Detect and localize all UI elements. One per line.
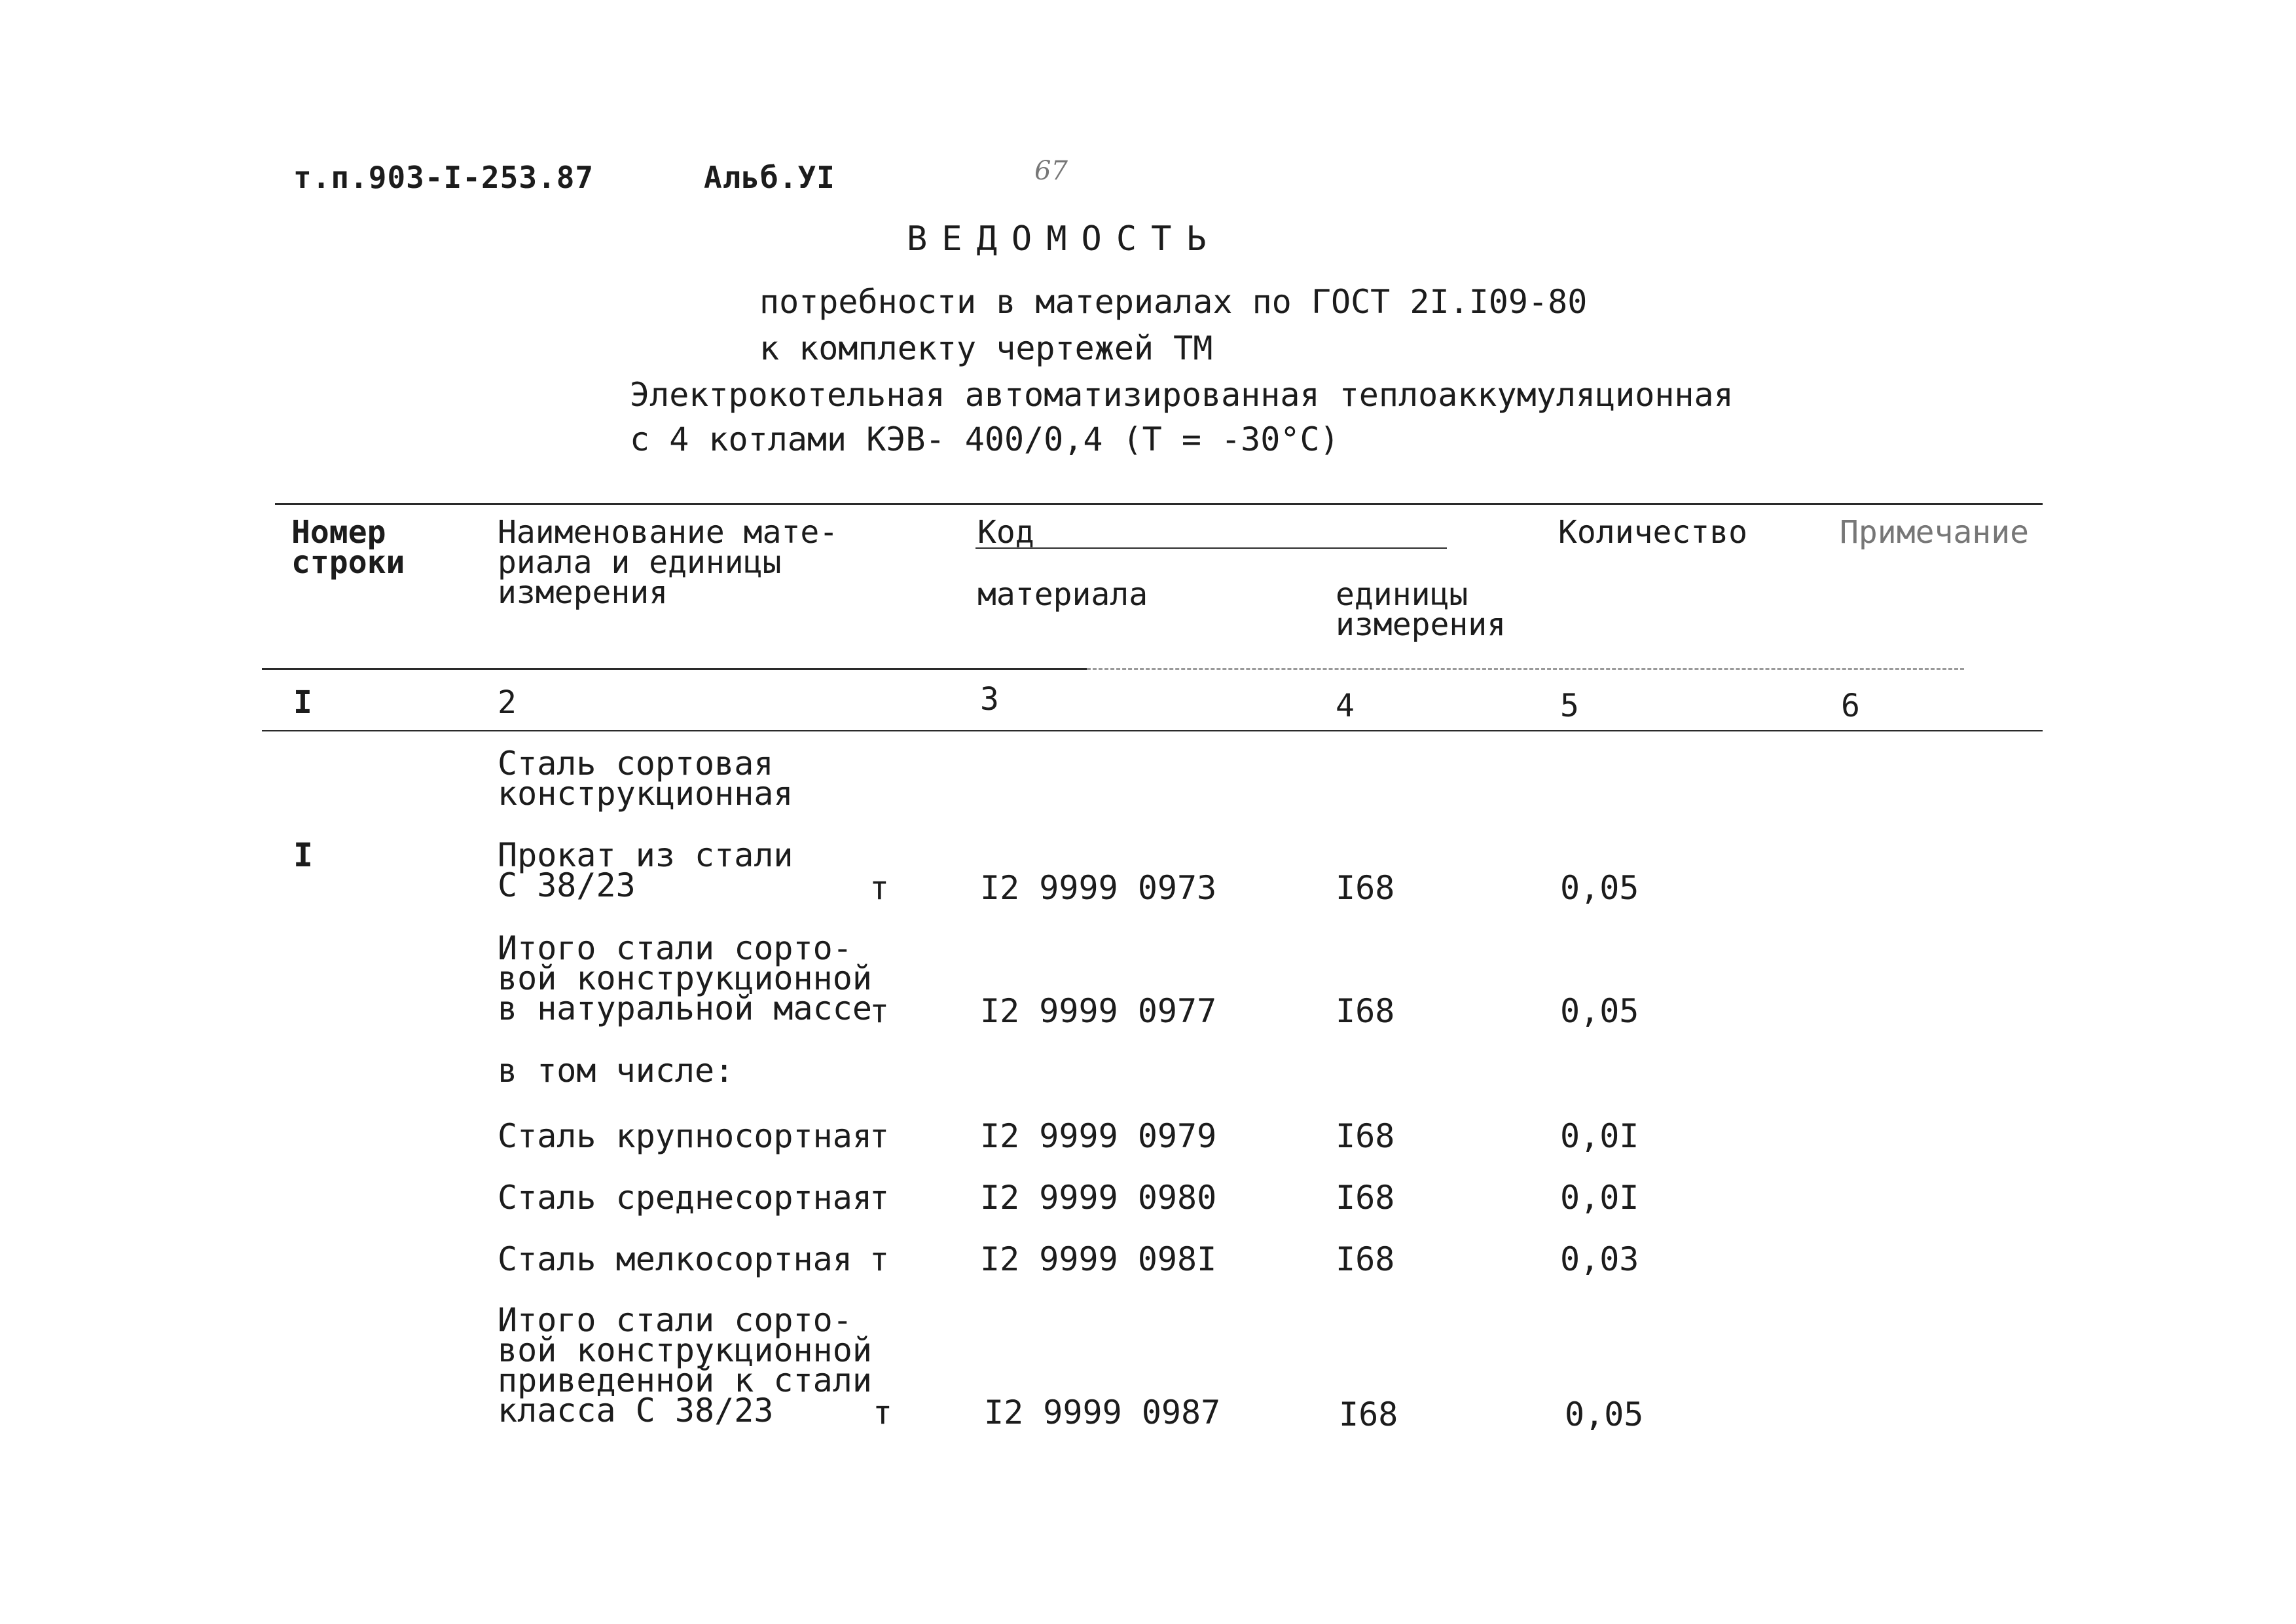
table-top-rule [275,503,2043,505]
table-row-name: Итого стали сорто- вой конструкционной в натуральной массе [498,929,872,1027]
table-row-material-code: I2 9999 0977 [980,992,1217,1030]
header-code-unit: единицы измерения [1336,576,1506,643]
column-number-1: I [293,684,312,721]
document-code: т.п.903-I-253.87 [293,160,594,195]
header-bottom-rule [262,668,1087,670]
table-row-unit: т [869,992,890,1030]
table-row-quantity: 0,05 [1560,992,1639,1030]
header-bottom-rule-faint [1087,668,1964,670]
table-row-quantity: 0,0I [1560,1179,1639,1217]
subtitle-line-3: Электрокотельная автоматизированная теплоаккумуляционная [630,376,1734,414]
document-title: ВЕДОМОСТЬ [907,219,1221,259]
header-code-underline [975,547,1447,549]
page-number: 67 [1034,156,1068,186]
subtitle-line-2: к комплекту чертежей ТМ [759,329,1213,367]
table-row-number: I [293,836,314,874]
table-row-unit-code: I68 [1336,1179,1395,1217]
table-row-material-code: I2 9999 0987 [984,1393,1221,1431]
table-row-name: Итого стали сорто- вой конструкционной приведенной к стали класса С 38/23 [498,1301,872,1430]
table-row-material-code: I2 9999 0979 [980,1117,1217,1155]
header-code-material: материала [977,576,1148,613]
table-row-name: Сталь сортовая конструкционная [498,745,793,813]
table-row-unit: т [869,869,890,907]
table-row-name: Сталь крупносортная [498,1117,872,1155]
table-row-name: в том числе: [498,1052,735,1090]
subtitle-line-1: потребности в материалах по ГОСТ 2I.I09-80 [759,283,1588,321]
table-row-unit: т [869,1240,890,1278]
column-number-5: 5 [1560,688,1579,724]
header-quantity: Количество [1558,514,1747,551]
table-row-quantity: 0,03 [1560,1240,1639,1278]
column-number-6: 6 [1841,688,1860,724]
table-row-unit-code: I68 [1336,1240,1395,1278]
table-row-material-code: I2 9999 0980 [980,1179,1217,1217]
table-row-name: Сталь мелкосортная [498,1240,852,1278]
header-code: Код [977,514,1034,551]
table-row-quantity: 0,0I [1560,1117,1639,1155]
table-row-name: Прокат из стали С 38/23 [498,836,793,904]
table-row-unit-code: I68 [1336,1117,1395,1155]
table-row-material-code: I2 9999 098I [980,1240,1217,1278]
column-number-3: 3 [980,681,999,718]
table-row-unit: т [873,1393,893,1431]
table-row-material-code: I2 9999 0973 [980,869,1217,907]
album-number: Альб.УI [704,160,835,195]
table-row-unit: т [869,1179,890,1217]
column-numbers-rule [262,730,2043,731]
table-row-unit-code: I68 [1339,1395,1398,1433]
table-row-name: Сталь среднесортная [498,1179,872,1217]
table-row-unit-code: I68 [1336,869,1395,907]
header-note: Примечание [1840,514,2029,551]
table-row-unit-code: I68 [1336,992,1395,1030]
header-material-name: Наименование мате- риала и единицы измерения [498,514,839,611]
column-number-4: 4 [1336,688,1355,724]
table-row-quantity: 0,05 [1560,869,1639,907]
column-number-2: 2 [498,684,517,721]
header-row-number: Номер строки [291,514,405,581]
table-row-unit: т [869,1117,890,1155]
subtitle-line-4: с 4 котлами КЭВ- 400/0,4 (Т = -30°С) [630,420,1339,458]
table-row-quantity: 0,05 [1565,1395,1644,1433]
